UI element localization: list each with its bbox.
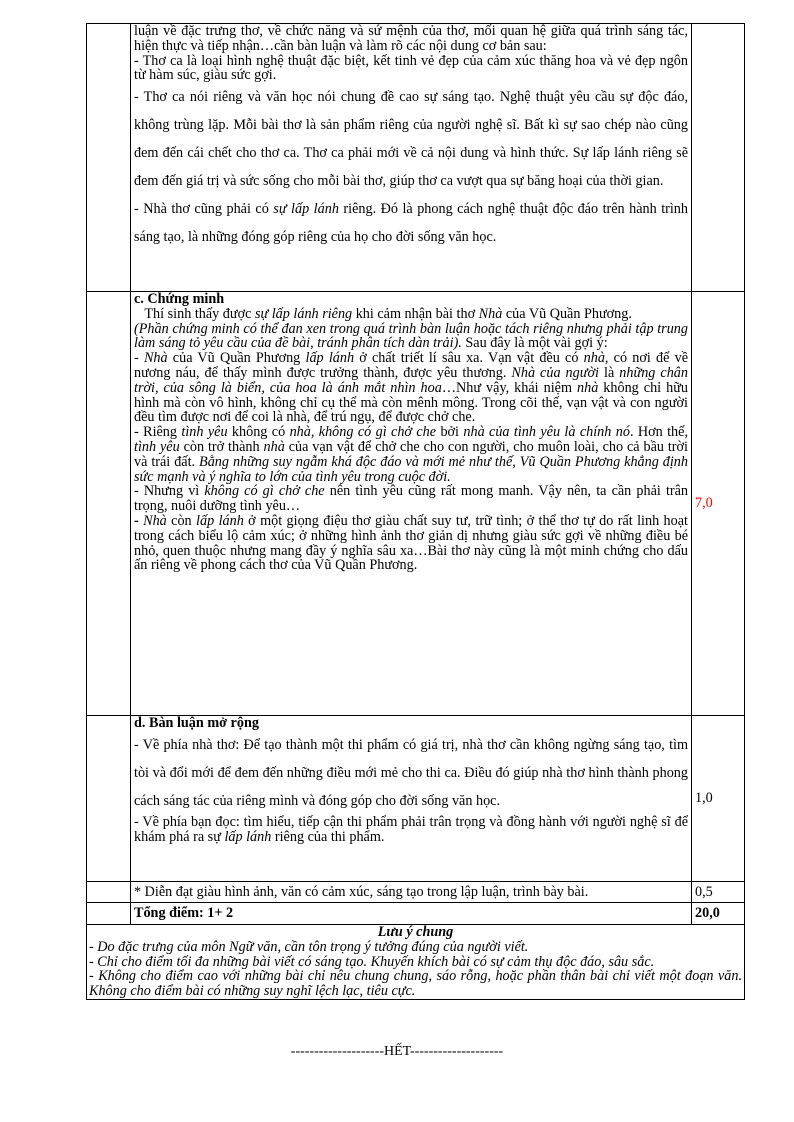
empty-cell xyxy=(87,882,131,903)
notes-title: Lưu ý chung xyxy=(377,924,454,940)
empty-cell xyxy=(87,24,131,292)
total-score: 20,0 xyxy=(692,903,745,925)
score-cell: 0,5 xyxy=(692,882,745,903)
paragraph: - Riêng tình yêu không có nhà, không có gì chở che bởi nhà của tình yêu là chính nó. Hơn thế, tình yêu còn trở thành nhà của vạn vật để chở che cho con người, cho muôn loài, cho cả bầu trời và trái đất. Bằng những suy ngẫm khá độc đáo và mới mẻ như thế, Vũ Quần Phương khẳng định sức mạnh và ý nghĩa to lớn của tình yêu trong cuộc đời. xyxy=(134,424,688,485)
note-item: - Chỉ cho điểm tối đa những bài viết có sáng tạo. Khuyến khích bài có sự cảm thụ độc đáo, sâu sắc. xyxy=(89,953,655,970)
paragraph: luận về đặc trưng thơ, về chức năng và sứ mệnh của thơ, mối quan hệ giữa quá trình sáng tác, hiện thực và tiếp nhận…cần bàn luận và làm rõ các nội dung cơ bản sau: xyxy=(134,23,688,54)
section-b-row xyxy=(87,24,745,292)
total-label: Tổng điểm: 1+ 2 xyxy=(131,903,692,925)
empty-cell xyxy=(87,903,131,925)
expression-text: * Diễn đạt giàu hình ảnh, văn có cảm xúc, sáng tạo trong lập luận, trình bày bài. xyxy=(131,882,692,903)
section-b-content xyxy=(131,24,692,292)
paragraph: - Thơ ca nói riêng và văn học nói chung đề cao sự sáng tạo. Nghệ thuật yêu cầu sự độc đáo, không trùng lặp. Mỗi bài thơ là sản phẩm riêng của người nghệ sĩ. Bất kì sự sao chép nào cũng đem đến cái chết cho thơ ca. Thơ ca phải mới về cả nội dung và hình thức. Sự lấp lánh riêng sẽ đem đến giá trị và sức sống cho mỗi bài thơ, giúp thơ ca vượt qua sự băng hoại của thời gian. xyxy=(134,89,688,190)
end-marker: --------------------HẾT-------------------- xyxy=(290,1044,504,1059)
expression-row xyxy=(87,882,745,903)
section-d-content xyxy=(131,716,692,882)
notes-row xyxy=(87,925,745,1000)
empty-cell xyxy=(87,716,131,882)
paragraph: - Thơ ca là loại hình nghệ thuật đặc biệt, kết tinh vẻ đẹp của cảm xúc thăng hoa và vẻ đẹp ngôn từ hàm súc, giàu sức gợi. xyxy=(134,52,688,84)
paragraph: (Phần chứng minh có thể đan xen trong quá trình bàn luận hoặc tách riêng nhưng phải tập trung làm sáng tỏ yêu cầu của đề bài, tránh phân tích dàn trải). Sau đây là một vài gợi ý: xyxy=(134,320,688,352)
section-heading: d. Bàn luận mở rộng xyxy=(134,715,259,731)
paragraph: - Nhà còn lấp lánh ở một giọng điệu thơ giàu chất suy tư, trữ tình; ở thể thơ tự do rất linh hoạt trong cách biểu lộ cảm xúc; ở những hình ảnh thơ giản dị nhưng giàu sức gợi về những điều bé nhỏ, quen thuộc nhưng mang đầy ý nghĩa sâu xa…Bài thơ này cũng là một minh chứng cho dấu ấn riêng về phong cách thơ của Vũ Quần Phương. xyxy=(134,512,688,574)
notes-cell xyxy=(87,925,745,1000)
note-item: - Do đặc trưng của môn Ngữ văn, cần tôn trọng ý tưởng đúng của người viết. xyxy=(89,938,529,955)
section-heading: c. Chứng minh xyxy=(134,291,225,307)
scoring-rubric-table xyxy=(86,23,745,1000)
section-c-row xyxy=(87,292,745,716)
score-cell xyxy=(692,24,745,292)
score-cell: 1,0 xyxy=(692,716,745,882)
section-d-row xyxy=(87,716,745,882)
score-cell: 7,0 xyxy=(692,292,745,716)
note-item: - Không cho điểm cao với những bài chỉ nêu chung chung, sáo rỗng, hoặc phần thân bài chỉ viết một đoạn văn. Không cho điểm bài có những suy nghĩ lệch lạc, tiêu cực. xyxy=(89,968,742,1000)
section-c-content xyxy=(131,292,692,716)
paragraph: - Về phía nhà thơ: Để tạo thành một thi phẩm có giá trị, nhà thơ cần không ngừng sáng tạo, tìm tòi và đổi mới để đem đến những điều mới mẻ cho thi ca. Điều đó giúp nhà thơ hình thành phong cách sáng tác của riêng mình và đóng góp cho đời sống văn học. xyxy=(134,736,688,809)
total-row xyxy=(87,903,745,925)
paragraph: - Nhưng vì không có gì chở che nên tình yêu cũng rất mong manh. Vậy nên, ta cần phải trân trọng, nuôi dưỡng tình yêu… xyxy=(134,483,689,515)
paragraph: - Nhà thơ cũng phải có sự lấp lánh riêng. Đó là phong cách nghệ thuật độc đáo trên hành trình sáng tạo, là những đóng góp riêng của họ cho đời sống văn học. xyxy=(134,201,688,246)
paragraph: Thí sinh thấy được sự lấp lánh riêng khi cảm nhận bài thơ Nhà của Vũ Quần Phương. xyxy=(134,305,632,322)
paragraph: - Về phía bạn đọc: tìm hiểu, tiếp cận thi phẩm phải trân trọng và đồng hành với người nghệ sĩ để khám phá ra sự lấp lánh riêng của thi phẩm. xyxy=(134,813,688,845)
empty-cell xyxy=(87,292,131,716)
paragraph: - Nhà của Vũ Quần Phương lấp lánh ở chất triết lí sâu xa. Vạn vật đều có nhà, có nơi để về nương náu, để thấy mình được trưởng thành, được yêu thương. Nhà của người là những chân trời, của sông là biển, của hoa là ánh mắt nhìn hoa…Như vậy, khái niệm nhà không chỉ hữu hình mà còn vô hình, không chỉ cụ thể mà còn mênh mông. Trong cõi thế, vạn vật và con người đều tìm được nơi để coi là nhà, để trú ngụ, để được chở che. xyxy=(134,350,688,426)
